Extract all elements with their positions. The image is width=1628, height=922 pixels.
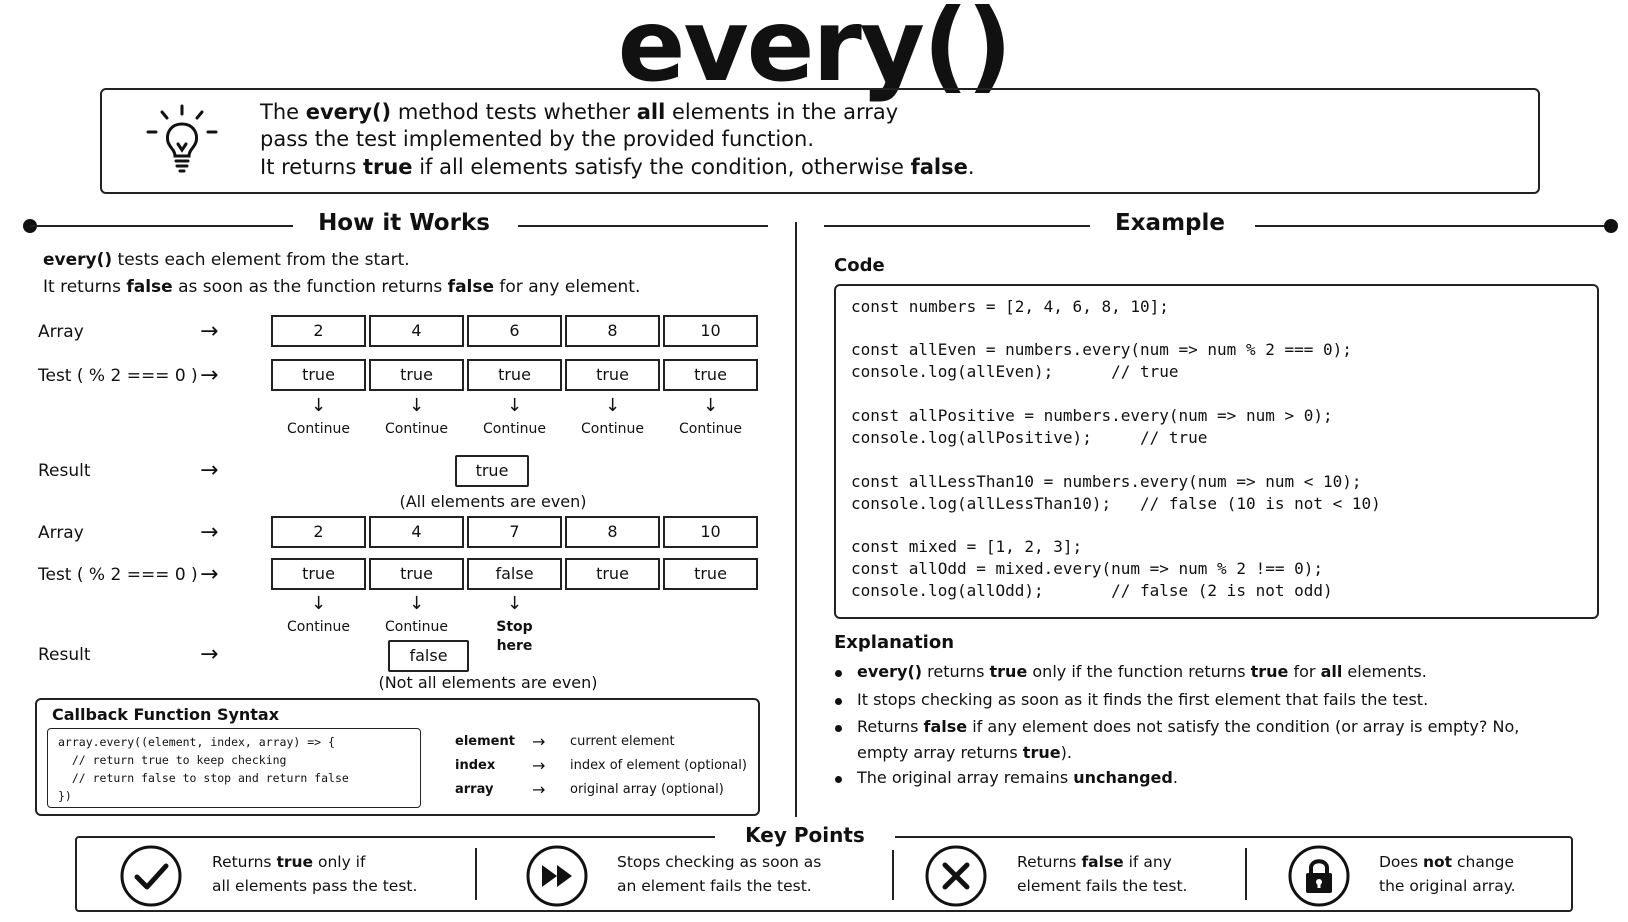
callback-code-block: [47, 728, 421, 808]
stop-label: here: [496, 638, 533, 654]
key-point-text: Does not change: [1379, 853, 1515, 871]
x-icon: [924, 844, 988, 908]
right-arrow-icon: →: [200, 319, 219, 344]
result-label: Result: [38, 461, 91, 481]
right-arrow-icon: →: [532, 756, 546, 775]
bullet-icon: [835, 776, 842, 783]
bullet-icon: [835, 725, 842, 732]
array-cell: 10: [663, 516, 758, 548]
code-line: console.log(allPositive); // true: [851, 428, 1208, 447]
test-cell: true: [663, 558, 758, 590]
status-label: Continue: [287, 619, 350, 635]
code-label: Code: [834, 255, 885, 276]
callback-syntax-box: [35, 698, 760, 816]
array-cell: 8: [565, 516, 660, 548]
test-cell: true: [369, 558, 464, 590]
intro-box: [100, 88, 1540, 194]
code-line: console.log(allOdd); // false (2 is not odd): [851, 581, 1333, 600]
intro-line-2: pass the test implemented by the provided function.: [260, 127, 815, 151]
code-line: const allPositive = numbers.every(num => num > 0);: [851, 406, 1333, 425]
section-rule: [30, 225, 293, 227]
how-desc-1: every() tests each element from the start.: [43, 250, 410, 270]
test-cell: true: [271, 558, 366, 590]
right-arrow-icon: →: [532, 732, 546, 751]
code-line: array.every((element, index, array) => {: [58, 735, 335, 749]
code-line: const numbers = [2, 4, 6, 8, 10];: [851, 297, 1169, 316]
param-desc: current element: [570, 734, 675, 749]
down-arrow-icon: ↓: [408, 395, 425, 416]
right-arrow-icon: →: [200, 642, 219, 667]
right-arrow-icon: →: [200, 363, 219, 388]
code-line: const allEven = numbers.every(num => num % 2 === 0);: [851, 340, 1352, 359]
array-cell: 10: [663, 315, 758, 347]
status-label: Continue: [581, 421, 644, 437]
key-point-text: an element fails the test.: [617, 877, 812, 895]
array-cell: 4: [369, 315, 464, 347]
down-arrow-icon: ↓: [408, 593, 425, 614]
how-desc-2: It returns false as soon as the function returns false for any element.: [43, 277, 641, 297]
code-line: }): [58, 789, 72, 803]
key-points-heading: Key Points: [715, 820, 895, 850]
lock-icon: [1287, 844, 1351, 908]
code-line: // return false to stop and return false: [58, 771, 349, 785]
down-arrow-icon: ↓: [310, 593, 327, 614]
explanation-item: every() returns true only if the function returns true for all elements.: [857, 662, 1427, 681]
status-label: Continue: [287, 421, 350, 437]
result-box: false: [388, 640, 469, 672]
explanation-label: Explanation: [834, 632, 955, 653]
test-cell: true: [565, 558, 660, 590]
explanation-item: It stops checking as soon as it finds the first element that fails the test.: [857, 690, 1429, 709]
array-cell: 4: [369, 516, 464, 548]
test-label: Test ( % 2 === 0 ): [38, 366, 198, 386]
result-caption: (Not all elements are even): [378, 673, 598, 692]
status-label: Continue: [385, 619, 448, 635]
test-cell: true: [369, 359, 464, 391]
column-divider: [795, 222, 797, 817]
test-cell: true: [565, 359, 660, 391]
result-box: true: [455, 455, 529, 487]
code-line: console.log(allLessThan10); // false (10 is not < 10): [851, 494, 1381, 513]
test-cell: true: [271, 359, 366, 391]
explanation-item-cont: empty array returns true).: [857, 743, 1072, 762]
right-arrow-icon: →: [200, 520, 219, 545]
key-point-text: all elements pass the test.: [212, 877, 418, 895]
check-icon: [119, 844, 183, 908]
array-label: Array: [38, 523, 84, 543]
key-point-divider: [892, 848, 894, 900]
code-line: const mixed = [1, 2, 3];: [851, 537, 1083, 556]
down-arrow-icon: ↓: [702, 395, 719, 416]
result-caption: (All elements are even): [399, 492, 587, 511]
array-cell: 8: [565, 315, 660, 347]
param-name: element: [455, 734, 515, 749]
example-heading: Example: [1115, 210, 1225, 236]
code-line: // return true to keep checking: [58, 753, 287, 767]
lightbulb-icon: [142, 98, 222, 178]
status-label: Continue: [385, 421, 448, 437]
code-line: console.log(allEven); // true: [851, 362, 1179, 381]
intro-line-1: The every() method tests whether all elements in the array: [260, 100, 899, 124]
param-desc: index of element (optional): [570, 758, 747, 773]
key-point-divider: [475, 848, 477, 900]
explanation-item: Returns false if any element does not satisfy the condition (or array is empty? No,: [857, 717, 1520, 736]
status-label: Continue: [483, 421, 546, 437]
page-title: every(): [617, 0, 1011, 104]
test-label: Test ( % 2 === 0 ): [38, 565, 198, 585]
code-line: const allOdd = mixed.every(num => num % 2 !== 0);: [851, 559, 1324, 578]
down-arrow-icon: ↓: [506, 593, 523, 614]
section-dot-right: [1604, 219, 1618, 233]
code-line: const allLessThan10 = numbers.every(num => num < 10);: [851, 472, 1362, 491]
param-name: array: [455, 782, 494, 797]
callback-heading: Callback Function Syntax: [52, 705, 280, 724]
param-desc: original array (optional): [570, 782, 724, 797]
key-point-text: element fails the test.: [1017, 877, 1188, 895]
test-cell: true: [663, 359, 758, 391]
bullet-icon: [835, 698, 842, 705]
section-rule: [518, 225, 768, 227]
fast-forward-icon: [525, 844, 589, 908]
key-point-text: the original array.: [1379, 877, 1516, 895]
test-cell: false: [467, 558, 562, 590]
array-cell: 2: [271, 315, 366, 347]
section-rule: [1255, 225, 1611, 227]
right-arrow-icon: →: [200, 458, 219, 483]
section-rule: [824, 225, 1090, 227]
array-cell: 2: [271, 516, 366, 548]
right-arrow-icon: →: [532, 780, 546, 799]
stop-label: Stop: [496, 619, 533, 635]
how-it-works-heading: How it Works: [318, 210, 490, 236]
down-arrow-icon: ↓: [506, 395, 523, 416]
param-name: index: [455, 758, 496, 773]
key-point-text: Stops checking as soon as: [617, 853, 822, 871]
key-point-text: Returns true only if: [212, 853, 366, 871]
status-label: Continue: [679, 421, 742, 437]
intro-line-3: It returns true if all elements satisfy the condition, otherwise false.: [260, 155, 975, 179]
result-label: Result: [38, 645, 91, 665]
right-arrow-icon: →: [200, 562, 219, 587]
key-point-text: Returns false if any: [1017, 853, 1172, 871]
down-arrow-icon: ↓: [604, 395, 621, 416]
array-label: Array: [38, 322, 84, 342]
key-point-divider: [1245, 848, 1247, 900]
array-cell: 6: [467, 315, 562, 347]
down-arrow-icon: ↓: [310, 395, 327, 416]
test-cell: true: [467, 359, 562, 391]
array-cell: 7: [467, 516, 562, 548]
code-block: [834, 284, 1599, 619]
explanation-item: The original array remains unchanged.: [857, 768, 1178, 787]
bullet-icon: [835, 670, 842, 677]
